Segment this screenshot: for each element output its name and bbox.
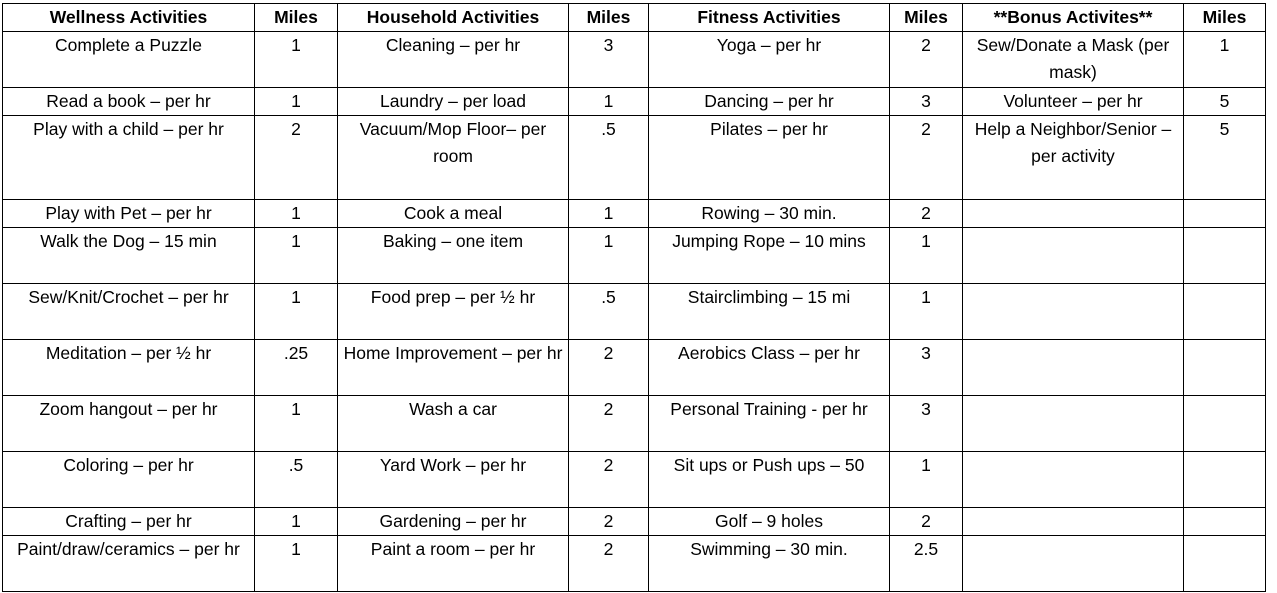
household-activity-cell: Laundry – per load bbox=[338, 88, 569, 116]
header-row bbox=[3, 4, 1266, 32]
wellness-miles-cell: 2 bbox=[255, 116, 338, 200]
household-miles-cell: 2 bbox=[569, 340, 649, 396]
household-miles-cell: 3 bbox=[569, 32, 649, 88]
table-row bbox=[3, 284, 1266, 340]
bonus-miles-cell bbox=[1184, 508, 1266, 536]
wellness-activity-cell: Walk the Dog – 15 min bbox=[3, 228, 255, 284]
fitness-miles-cell: 2 bbox=[890, 116, 963, 200]
table-row bbox=[3, 228, 1266, 284]
table-row bbox=[3, 32, 1266, 88]
household-miles-cell: 1 bbox=[569, 228, 649, 284]
header-bonus-activities: **Bonus Activites** bbox=[963, 4, 1184, 32]
household-miles-cell: 2 bbox=[569, 536, 649, 592]
fitness-activity-cell: Yoga – per hr bbox=[649, 32, 890, 88]
bonus-activity-cell: Volunteer – per hr bbox=[963, 88, 1184, 116]
fitness-miles-cell: 1 bbox=[890, 452, 963, 508]
bonus-activity-cell: Sew/Donate a Mask (per mask) bbox=[963, 32, 1184, 88]
household-activity-cell: Baking – one item bbox=[338, 228, 569, 284]
household-miles-cell: 1 bbox=[569, 200, 649, 228]
household-miles-cell: 2 bbox=[569, 452, 649, 508]
bonus-miles-cell: 5 bbox=[1184, 88, 1266, 116]
wellness-miles-cell: 1 bbox=[255, 228, 338, 284]
table-row bbox=[3, 452, 1266, 508]
table-row bbox=[3, 116, 1266, 200]
table-row bbox=[3, 340, 1266, 396]
header-fitness-miles: Miles bbox=[890, 4, 963, 32]
fitness-activity-cell: Personal Training - per hr bbox=[649, 396, 890, 452]
wellness-activity-cell: Sew/Knit/Crochet – per hr bbox=[3, 284, 255, 340]
household-miles-cell: .5 bbox=[569, 116, 649, 200]
household-activity-cell: Cleaning – per hr bbox=[338, 32, 569, 88]
wellness-miles-cell: 1 bbox=[255, 396, 338, 452]
fitness-miles-cell: 2.5 bbox=[890, 536, 963, 592]
bonus-activity-cell bbox=[963, 284, 1184, 340]
table-row bbox=[3, 88, 1266, 116]
fitness-activity-cell: Aerobics Class – per hr bbox=[649, 340, 890, 396]
fitness-miles-cell: 3 bbox=[890, 340, 963, 396]
wellness-miles-cell: 1 bbox=[255, 200, 338, 228]
wellness-miles-cell: 1 bbox=[255, 32, 338, 88]
bonus-activity-cell bbox=[963, 536, 1184, 592]
bonus-miles-cell: 5 bbox=[1184, 116, 1266, 200]
household-miles-cell: 2 bbox=[569, 508, 649, 536]
bonus-miles-cell bbox=[1184, 396, 1266, 452]
activity-miles-table bbox=[2, 3, 1266, 592]
wellness-miles-cell: 1 bbox=[255, 536, 338, 592]
bonus-activity-cell bbox=[963, 396, 1184, 452]
household-activity-cell: Cook a meal bbox=[338, 200, 569, 228]
household-activity-cell: Paint a room – per hr bbox=[338, 536, 569, 592]
table-row bbox=[3, 508, 1266, 536]
fitness-miles-cell: 3 bbox=[890, 88, 963, 116]
wellness-miles-cell: 1 bbox=[255, 284, 338, 340]
household-activity-cell: Vacuum/Mop Floor– per room bbox=[338, 116, 569, 200]
header-household-miles: Miles bbox=[569, 4, 649, 32]
wellness-activity-cell: Play with a child – per hr bbox=[3, 116, 255, 200]
fitness-miles-cell: 2 bbox=[890, 200, 963, 228]
wellness-activity-cell: Read a book – per hr bbox=[3, 88, 255, 116]
household-activity-cell: Yard Work – per hr bbox=[338, 452, 569, 508]
fitness-activity-cell: Golf – 9 holes bbox=[649, 508, 890, 536]
wellness-activity-cell: Play with Pet – per hr bbox=[3, 200, 255, 228]
wellness-miles-cell: .25 bbox=[255, 340, 338, 396]
wellness-activity-cell: Complete a Puzzle bbox=[3, 32, 255, 88]
household-activity-cell: Home Improvement – per hr bbox=[338, 340, 569, 396]
household-miles-cell: 1 bbox=[569, 88, 649, 116]
wellness-miles-cell: .5 bbox=[255, 452, 338, 508]
wellness-activity-cell: Meditation – per ½ hr bbox=[3, 340, 255, 396]
fitness-activity-cell: Sit ups or Push ups – 50 bbox=[649, 452, 890, 508]
fitness-miles-cell: 2 bbox=[890, 32, 963, 88]
household-activity-cell: Food prep – per ½ hr bbox=[338, 284, 569, 340]
bonus-activity-cell bbox=[963, 228, 1184, 284]
fitness-miles-cell: 1 bbox=[890, 228, 963, 284]
table-row bbox=[3, 396, 1266, 452]
fitness-activity-cell: Dancing – per hr bbox=[649, 88, 890, 116]
header-bonus-miles: Miles bbox=[1184, 4, 1266, 32]
wellness-activity-cell: Coloring – per hr bbox=[3, 452, 255, 508]
header-household-activities: Household Activities bbox=[338, 4, 569, 32]
table-row bbox=[3, 536, 1266, 592]
bonus-miles-cell bbox=[1184, 228, 1266, 284]
fitness-activity-cell: Jumping Rope – 10 mins bbox=[649, 228, 890, 284]
bonus-miles-cell bbox=[1184, 284, 1266, 340]
wellness-activity-cell: Zoom hangout – per hr bbox=[3, 396, 255, 452]
bonus-activity-cell bbox=[963, 508, 1184, 536]
fitness-miles-cell: 2 bbox=[890, 508, 963, 536]
header-fitness-activities: Fitness Activities bbox=[649, 4, 890, 32]
wellness-miles-cell: 1 bbox=[255, 88, 338, 116]
household-miles-cell: .5 bbox=[569, 284, 649, 340]
fitness-activity-cell: Rowing – 30 min. bbox=[649, 200, 890, 228]
household-miles-cell: 2 bbox=[569, 396, 649, 452]
header-wellness-miles: Miles bbox=[255, 4, 338, 32]
fitness-activity-cell: Stairclimbing – 15 mi bbox=[649, 284, 890, 340]
bonus-activity-cell: Help a Neighbor/Senior – per activity bbox=[963, 116, 1184, 200]
bonus-miles-cell bbox=[1184, 452, 1266, 508]
wellness-activity-cell: Paint/draw/ceramics – per hr bbox=[3, 536, 255, 592]
bonus-miles-cell bbox=[1184, 536, 1266, 592]
wellness-activity-cell: Crafting – per hr bbox=[3, 508, 255, 536]
fitness-miles-cell: 1 bbox=[890, 284, 963, 340]
table-row bbox=[3, 200, 1266, 228]
bonus-miles-cell bbox=[1184, 340, 1266, 396]
household-activity-cell: Gardening – per hr bbox=[338, 508, 569, 536]
bonus-activity-cell bbox=[963, 340, 1184, 396]
header-wellness-activities: Wellness Activities bbox=[3, 4, 255, 32]
fitness-miles-cell: 3 bbox=[890, 396, 963, 452]
bonus-activity-cell bbox=[963, 452, 1184, 508]
household-activity-cell: Wash a car bbox=[338, 396, 569, 452]
bonus-miles-cell bbox=[1184, 200, 1266, 228]
fitness-activity-cell: Swimming – 30 min. bbox=[649, 536, 890, 592]
fitness-activity-cell: Pilates – per hr bbox=[649, 116, 890, 200]
wellness-miles-cell: 1 bbox=[255, 508, 338, 536]
bonus-miles-cell: 1 bbox=[1184, 32, 1266, 88]
bonus-activity-cell bbox=[963, 200, 1184, 228]
